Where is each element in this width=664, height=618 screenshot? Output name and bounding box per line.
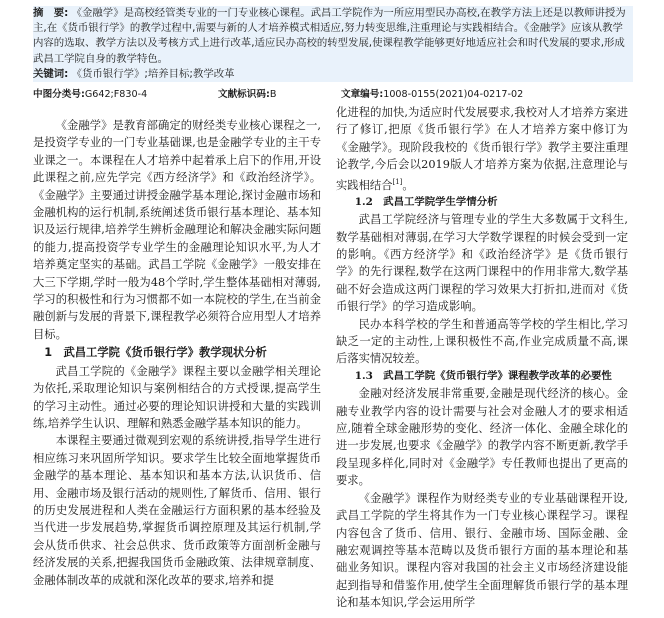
article-number-value: 1008-0155(2021)04-0217-02 [383,89,524,100]
section-1-2-paragraph-2: 民办本科学校的学生和普通高等学校的学生相比,学习缺乏一定的主动性,上课积极性不高,作业完成质量不高,课后落实情况较差。 [336,317,628,366]
article-number-label: 文章编号: [341,89,384,100]
article-number-field [341,86,523,100]
section-1-heading: 1 武昌工学院《货币银行学》教学现状分析 [44,346,267,360]
section-1-paragraph-1: 武昌工学院的《金融学》课程主要以金融学相关理论为依托,采取理论知识与案例相结合的方式授课,提高学生的学习主动性。通过必要的理论知识讲授和大量的实践训练,培养学生认识、理解和熟悉金融学基本知识的能力。 [33,364,321,430]
keywords-text: 《货币银行学》;培养目标;教学改革 [71,67,235,80]
abstract-block [33,6,633,82]
doc-code-value: B [269,89,277,100]
keywords-label: 关键词: [33,67,69,80]
intro-paragraph: 《金融学》是教育部确定的财经类专业核心课程之一,是投资学专业的一门专业基础课,也是金融学专业的主干专业课之一。本课程在人才培养中起着承上启下的作用,开设此课程之前,应先学完《西方经济学》和《政治经济学》。《金融学》主要通过讲授金融学基本理论,探讨金融市场和金融机构的运行机制,系统阐述货币银行基本理论、基本知识及运行规律,培养学生辨析金融理论和解决金融实际问题的能力,提高投资学专业学生的金融理论知识水平,为人才培养奠定坚实的基础。武昌工学院《金融学》一般安排在大三下学期,学时一般为48个学时,学生整体基础相对薄弱,学习的积极性和行为习惯都不如一本院校的学生,在当前金融创新与发展的背景下,课程教学必须符合应用型人才培养目标。 [33,119,321,341]
doc-code-field [218,86,276,100]
abstract-label: 摘 要: [33,7,69,19]
classification-line [33,86,633,100]
right-column [336,104,628,612]
section-1-2-paragraph-1: 武昌工学院经济与管理专业的学生大多数属于文科生,数学基础相对薄弱,在学习大学数学课程的时候会受到一定的影响。《西方经济学》和《政治经济学》是《货币银行学》的先行课程,数学在这两门课程中的作用非常大,数学基础不好会造成这两门课程的学习效果大打折扣,进而对《货币银行学》的学习造成影响。 [336,213,628,314]
clc-label: 中图分类号: [33,89,85,100]
keywords-line [33,67,633,82]
continued-text: 化进程的加快,为适应时代发展要求,我校对人才培养方案进行了修订,把原《货币银行学》在人才培养方案中修订为《金融学》。现阶段我校的《货币银行学》教学主要注重理论教学,今后会以2019版人才培养方案为依据,注意理论与实践相结合 [336,106,628,192]
abstract-paragraph [33,6,633,67]
section-1-2-heading: 1.2 武昌工学院学生学情分析 [354,195,498,208]
section-1-paragraph-2: 本课程主要通过微观到宏观的系统讲授,指导学生进行相应练习来巩固所学知识。要求学生比较全面地掌握货币金融学的基本理论、基本知识和基本方法,认识货币、信用、金融市场及银行活动的规则性,了解货币、信用、银行的历史发展进程和人类在金融运行方面积累的基本经验及当代进一步发展趋势,掌握货币调控原理及其运行机制,学会从货币供求、社会总供求、货币政策等方面剖析金融与经济发展的关系,把握我国货币金融政策、法律规章制度、金融体制改革的成就和深化改革的要求,培养和提 [33,434,321,587]
section-1-3-paragraph-1: 金融对经济发展非常重要,金融是现代经济的核心。金融专业教学内容的设计需要与社会对金融人才的要求相适应,随着全球金融形势的变化、经济一体化、金融全球化的进一步发展,也要求《金融学》的教学内容不断更新,教学手段呈现多样化,同时对《金融学》专任教师也提出了更高的要求。 [336,387,628,488]
clc-field [33,86,147,100]
left-column [33,117,321,589]
doc-code-label: 文献标识码: [218,89,270,100]
abstract-text: 《金融学》是高校经管类专业的一门专业核心课程。武昌工学院作为一所应用型民办高校,在教学方法上还是以教师讲授为主,在《货币银行学》的教学过程中,需要与新的人才培养模式相适应,努力转变思维,注重理论与实践相结合。《金融学》应该从教学内容的选取、教学方法以及考核方式上进行改革,适应民办高校的转型发展,使课程教学能够更好地适应社会和时代发展的要求,形成武昌工学院自身的教学特色。 [33,7,626,65]
reference-marker: [1] [392,177,403,186]
continued-paragraph [336,104,628,194]
continued-end: 。 [402,178,414,192]
clc-value: G642;F830-4 [84,89,148,100]
section-1-3-paragraph-2: 《金融学》课程作为财经类专业的专业基础课程开设,武昌工学院的学生将其作为一门专业核心课程学习。课程内容包含了货币、信用、银行、金融市场、国际金融、金融宏观调控等基本范畴以及货币银行方面的基本理论和基础业务知识。课程内容对我国的社会主义市场经济建设能起到指导和借鉴作用,使学生全面理解货币银行学的基本理论和基本知识,学会运用所学 [336,491,628,610]
section-1-3-heading: 1.3 武昌工学院《货币银行学》课程教学改革的必要性 [354,369,612,382]
